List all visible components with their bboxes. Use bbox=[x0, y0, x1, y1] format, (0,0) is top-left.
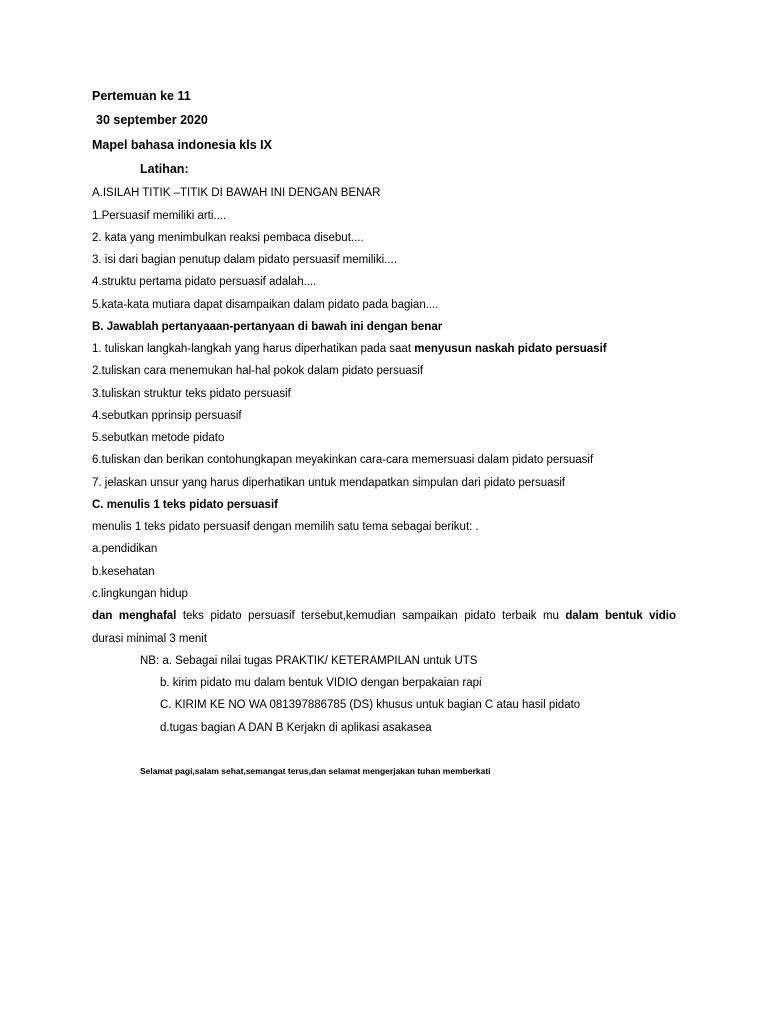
section-b-item-3: 3.tuliskan struktur teks pidato persuasif bbox=[92, 388, 291, 400]
video-emphasis: dalam bentuk vidio bbox=[565, 610, 676, 622]
memorize-text: teks pidato persuasif tersebut,kemudian sampaikan pidato terbaik mu bbox=[176, 610, 566, 622]
theme-item: c.lingkungan hidup bbox=[92, 588, 188, 600]
date-heading: 30 september 2020 bbox=[96, 113, 208, 127]
section-a-item-1: 1.Persuasif memiliki arti.... bbox=[92, 210, 227, 222]
memorize-instruction bbox=[92, 609, 676, 623]
closing-greeting: Selamat pagi,salam sehat,semangat terus,dan selamat mengerjakan tuhan memberkati bbox=[140, 766, 491, 776]
section-c-intro: menulis 1 teks pidato persuasif dengan memilih satu tema sebagai berikut: . bbox=[92, 521, 479, 533]
section-b-item-1-emphasis: menyusun naskah pidato persuasif bbox=[414, 343, 607, 355]
note-d: d.tugas bagian A DAN B Kerjakn di aplikasi asakasea bbox=[160, 722, 432, 734]
section-a-title: A.ISILAH TITIK –TITIK DI BAWAH INI DENGAN BENAR bbox=[92, 187, 381, 199]
section-b-item-7: 7. jelaskan unsur yang harus diperhatikan untuk mendapatkan simpulan dari pidato persuasif bbox=[92, 477, 566, 489]
note-b: b. kirim pidato mu dalam bentuk VIDIO dengan berpakaian rapi bbox=[160, 677, 482, 689]
memorize-emphasis: dan menghafal bbox=[92, 610, 177, 622]
section-b-title: B. Jawablah pertanyaaan-pertanyaan di bawah ini dengan benar bbox=[92, 321, 443, 333]
section-b-item-4: 4.sebutkan pprinsip persuasif bbox=[92, 410, 242, 422]
theme-item: b.kesehatan bbox=[92, 566, 155, 578]
meeting-heading: Pertemuan ke 11 bbox=[92, 89, 191, 103]
section-b-item-6: 6.tuliskan dan berikan contohungkapan meyakinkan cara-cara memersuasi dalam pidato persuasif bbox=[92, 454, 594, 466]
section-b-item-2: 2.tuliskan cara menemukan hal-hal pokok dalam pidato persuasif bbox=[92, 365, 424, 377]
section-b-item-5: 5.sebutkan metode pidato bbox=[92, 432, 225, 444]
duration-text: durasi minimal 3 menit bbox=[92, 633, 208, 645]
note-a: NB: a. Sebagai nilai tugas PRAKTIK/ KETERAMPILAN untuk UTS bbox=[140, 655, 478, 667]
section-b-item-1 bbox=[92, 342, 607, 356]
section-c-title: C. menulis 1 teks pidato persuasif bbox=[92, 499, 278, 511]
subject-heading: Mapel bahasa indonesia kls IX bbox=[92, 138, 272, 152]
section-a-item-3: 3. isi dari bagian penutup dalam pidato persuasif memiliki.... bbox=[92, 254, 397, 266]
theme-item: a.pendidikan bbox=[92, 543, 158, 555]
section-a-item-4: 4.struktu pertama pidato persuasif adalah.... bbox=[92, 276, 317, 288]
section-b-item-1-text: 1. tuliskan langkah-langkah yang harus diperhatikan pada saat bbox=[92, 343, 415, 355]
note-c: C. KIRIM KE NO WA 081397886785 (DS) khusus untuk bagian C atau hasil pidato bbox=[160, 699, 581, 711]
section-a-item-5: 5.kata-kata mutiara dapat disampaikan dalam pidato pada bagian.... bbox=[92, 299, 439, 311]
exercise-heading: Latihan: bbox=[140, 162, 189, 176]
section-a-item-2: 2. kata yang menimbulkan reaksi pembaca disebut.... bbox=[92, 232, 364, 244]
